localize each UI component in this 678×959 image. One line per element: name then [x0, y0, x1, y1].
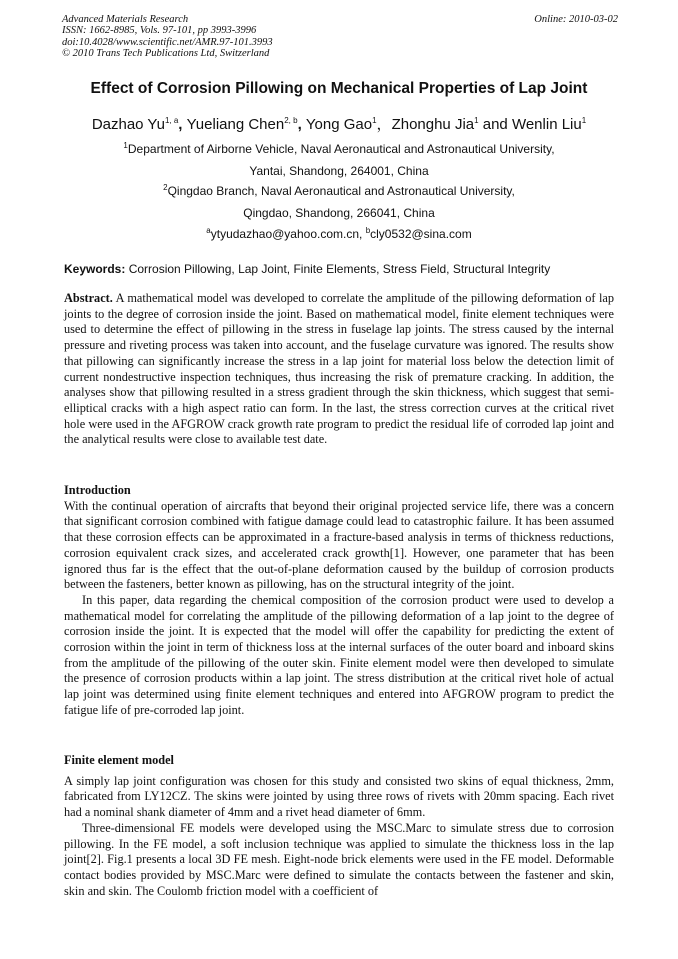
author-affiliation-mark: 1 [581, 116, 587, 125]
journal-name: Advanced Materials Research [62, 14, 189, 25]
journal-header [62, 14, 618, 59]
copyright-line: © 2010 Trans Tech Publications Ltd, Switzerland [62, 47, 270, 59]
author-name: Yong Gao [305, 116, 373, 133]
author-list [30, 113, 648, 134]
finite-element-heading: Finite element model [64, 753, 174, 767]
introduction-heading: Introduction [64, 483, 131, 497]
author-separator: and [478, 116, 512, 133]
finite-element-section [64, 753, 614, 899]
keywords-label: Keywords: [64, 262, 126, 276]
introduction-paragraph: With the continual operation of aircrafts that beyond their original projected service life, there was a concern that significant corrosion combined with fatigue damage could lead to catastrophic failure. It has been assumed that these corrosion effects can be approximated in a fracture-based analysis in terms of thickness reductions, corrosion equivalent crack sizes, and accelerated crack growth[1]. However, one parameter that has been ignored thus far is the effect that the out-of-plane deformation caused by the buildup of corrosion products between the fasteners, better known as pillowing, has on the structural integrity of the joint. [64, 498, 614, 592]
author-affiliation-mark: 1, a [164, 116, 179, 125]
email-address: ytyudazhao@yahoo.com.cn, [210, 227, 366, 241]
affiliation-mark: 1 [123, 141, 128, 150]
affiliation-2-line-1 [30, 184, 648, 198]
email-address: cly0532@sina.com [370, 227, 472, 241]
author-separator: ， [376, 116, 392, 133]
author-name: Wenlin Liu [511, 116, 582, 133]
affiliation-2-line-2: Qingdao, Shandong, 266041, China [243, 206, 435, 220]
introduction-paragraph: In this paper, data regarding the chemical composition of the corrosion product were used to develop a mathematical model for correlating the amplitude of the pillowing deformation of a lap joint to the degree of corrosion inside the joint. It is expected that the model will offer the capability for predicting the extent of corrosion within the joint in term of thickness loss at the internal surfaces of the outer board and inboard skins from the amplitude of the pillowing of the outer skin. Finite element model were then developed to simulate the presence of corrosion products within a lap joint. The stress distribution at the critical rivet hole of actual lap joint was determined using finite element techniques and entered into AFGROW program to predict the fatigue life of pre-corroded lap joint. [64, 592, 614, 717]
paper-title: Effect of Corrosion Pillowing on Mechanical Properties of Lap Joint [90, 80, 588, 97]
author-name: Yueliang Chen [186, 116, 285, 133]
affiliation-text: Department of Airborne Vehicle, Naval Aeronautical and Astronautical University, [127, 142, 555, 156]
author-name: Dazhao Yu [91, 116, 165, 133]
author-name: Zhonghu Jia [391, 116, 475, 133]
doi-line: doi:10.4028/www.scientific.net/AMR.97-101.3993 [62, 36, 273, 48]
abstract-label: Abstract. [64, 291, 113, 305]
affiliation-1-line-1 [30, 142, 648, 156]
affiliation-text: Qingdao Branch, Naval Aeronautical and Astronautical University, [167, 184, 515, 198]
issn-line: ISSN: 1662-8985, Vols. 97-101, pp 3993-3996 [62, 25, 257, 37]
affiliation-mark: 2 [163, 183, 168, 192]
email-mark: a [206, 226, 211, 235]
keywords-text: Corrosion Pillowing, Lap Joint, Finite Elements, Stress Field, Structural Integrity [125, 262, 551, 276]
keywords [64, 262, 624, 276]
email-line [30, 227, 648, 241]
author-affiliation-mark: 1 [474, 116, 479, 125]
email-mark: b [365, 226, 371, 235]
abstract-text: A mathematical model was developed to correlate the amplitude of the pillowing deformation of lap joints to the degree of corrosion inside the joint. Based on mathematical model, finite element techniques were used to determine the effect of pillowing in the stress in fuselage lap joints. The stress caused by the internal pressure and riveting process was taken into account, and the fuselage curvature was ignored. The results show that pillowing can significantly increase the stress in a lap joint for material loss below the detection limit of current nondestructive inspection techniques, thus increasing the risk of premature cracking. In addition, the analyses show that pillowing resulted in a stress gradient through the skin thickness, which suggest that semi-elliptical cracks with a high aspect ratio can form. In the last, the stress correction curves at the critical rivet hole were used in the AFGROW crack growth rate program to predict the residual life of corroded lap joint and the analytical results were close to available test date. [64, 291, 614, 447]
author-separator: , [178, 116, 187, 133]
author-affiliation-mark: 2, b [284, 116, 298, 125]
introduction-section [64, 483, 614, 719]
affiliation-1-line-2: Yantai, Shandong, 264001, China [249, 164, 429, 178]
author-affiliation-mark: 1 [372, 116, 377, 125]
finite-element-paragraph: A simply lap joint configuration was chosen for this study and consisted two skins of equal thickness, 2mm, fabricated from LY12CZ. The skins were jointed by using three rows of rivets with 20mm spacing. Each rivet had a nominal shank diameter of 4mm and a rivet head diameter of 6mm. [64, 773, 614, 820]
abstract [64, 291, 614, 448]
author-separator: , [297, 116, 306, 133]
finite-element-paragraph: Three-dimensional FE models were developed using the MSC.Marc to simulate stress due to corrosion pillowing. In the FE model, a soft inclusion technique was applied to simulate the thickness loss in the lap joint[2]. Fig.1 presents a local 3D FE mesh. Eight-node brick elements were used in the FE model. Deformable contact bodies provided by MSC.Marc were defined to simulate the contacts between the fastener and skin, skin and skin. The Coulomb friction model with a coefficient of [64, 820, 614, 898]
online-date: Online: 2010-03-02 [534, 14, 618, 25]
